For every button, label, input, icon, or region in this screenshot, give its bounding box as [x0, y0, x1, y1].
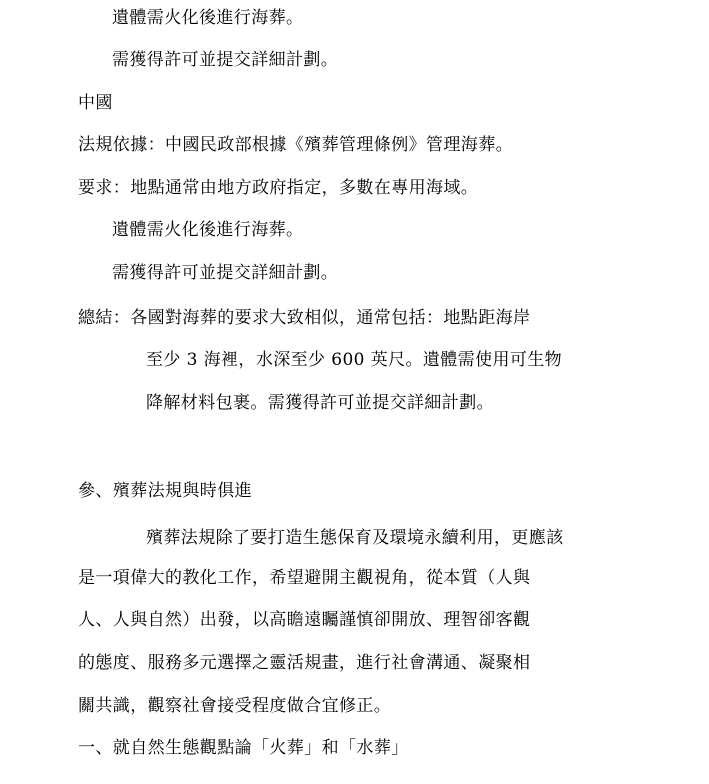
line-text: 遺體需火化後進行海葬。	[112, 8, 304, 28]
line-text: 的態度、服務多元選擇之靈活規畫，進行社會溝通、凝聚相	[78, 653, 531, 673]
section-heading-three	[0, 483, 709, 500]
summary-line-3	[0, 395, 709, 412]
line-text: 遺體需火化後進行海葬。	[112, 220, 304, 240]
line-text: 中國	[78, 93, 113, 113]
line-text: 參、殯葬法規與時俱進	[78, 481, 252, 501]
body-line	[0, 530, 709, 547]
body-line	[0, 655, 709, 672]
text-line	[0, 52, 709, 69]
text-line	[0, 180, 709, 197]
subsection-heading-one	[0, 740, 709, 757]
body-line	[0, 570, 709, 587]
text-line	[0, 137, 709, 154]
line-text: 總結：各國對海葬的要求大致相似，通常包括：地點距海岸	[78, 308, 531, 328]
line-text: 殯葬法規除了要打造生態保育及環境永續利用，更應該	[146, 528, 564, 548]
section-heading-country	[0, 95, 709, 112]
body-line	[0, 698, 709, 715]
summary-line-1	[0, 310, 709, 327]
summary-line-2	[0, 352, 709, 369]
line-text: 至少 3 海裡，水深至少 600 英尺。遺體需使用可生物	[146, 350, 563, 370]
line-text: 需獲得許可並提交詳細計劃。	[112, 263, 339, 283]
line-text: 是一項偉大的教化工作，希望避開主觀視角，從本質（人與	[78, 568, 531, 588]
line-text: 人、人與自然）出發，以高瞻遠矚謹慎卻開放、理智卻客觀	[78, 610, 531, 630]
text-line	[0, 222, 709, 239]
line-text: 要求：地點通常由地方政府指定，多數在專用海域。	[78, 178, 479, 198]
line-text: 降解材料包裹。需獲得許可並提交詳細計劃。	[146, 393, 494, 413]
body-line	[0, 612, 709, 629]
text-line	[0, 10, 709, 27]
line-text: 法規依據：中國民政部根據《殯葬管理條例》管理海葬。	[78, 135, 513, 155]
line-text: 關共識，觀察社會接受程度做合宜修正。	[78, 696, 392, 716]
line-text: 需獲得許可並提交詳細計劃。	[112, 50, 339, 70]
line-text: 一、就自然生態觀點論「火葬」和「水葬」	[78, 738, 409, 758]
text-line	[0, 265, 709, 282]
